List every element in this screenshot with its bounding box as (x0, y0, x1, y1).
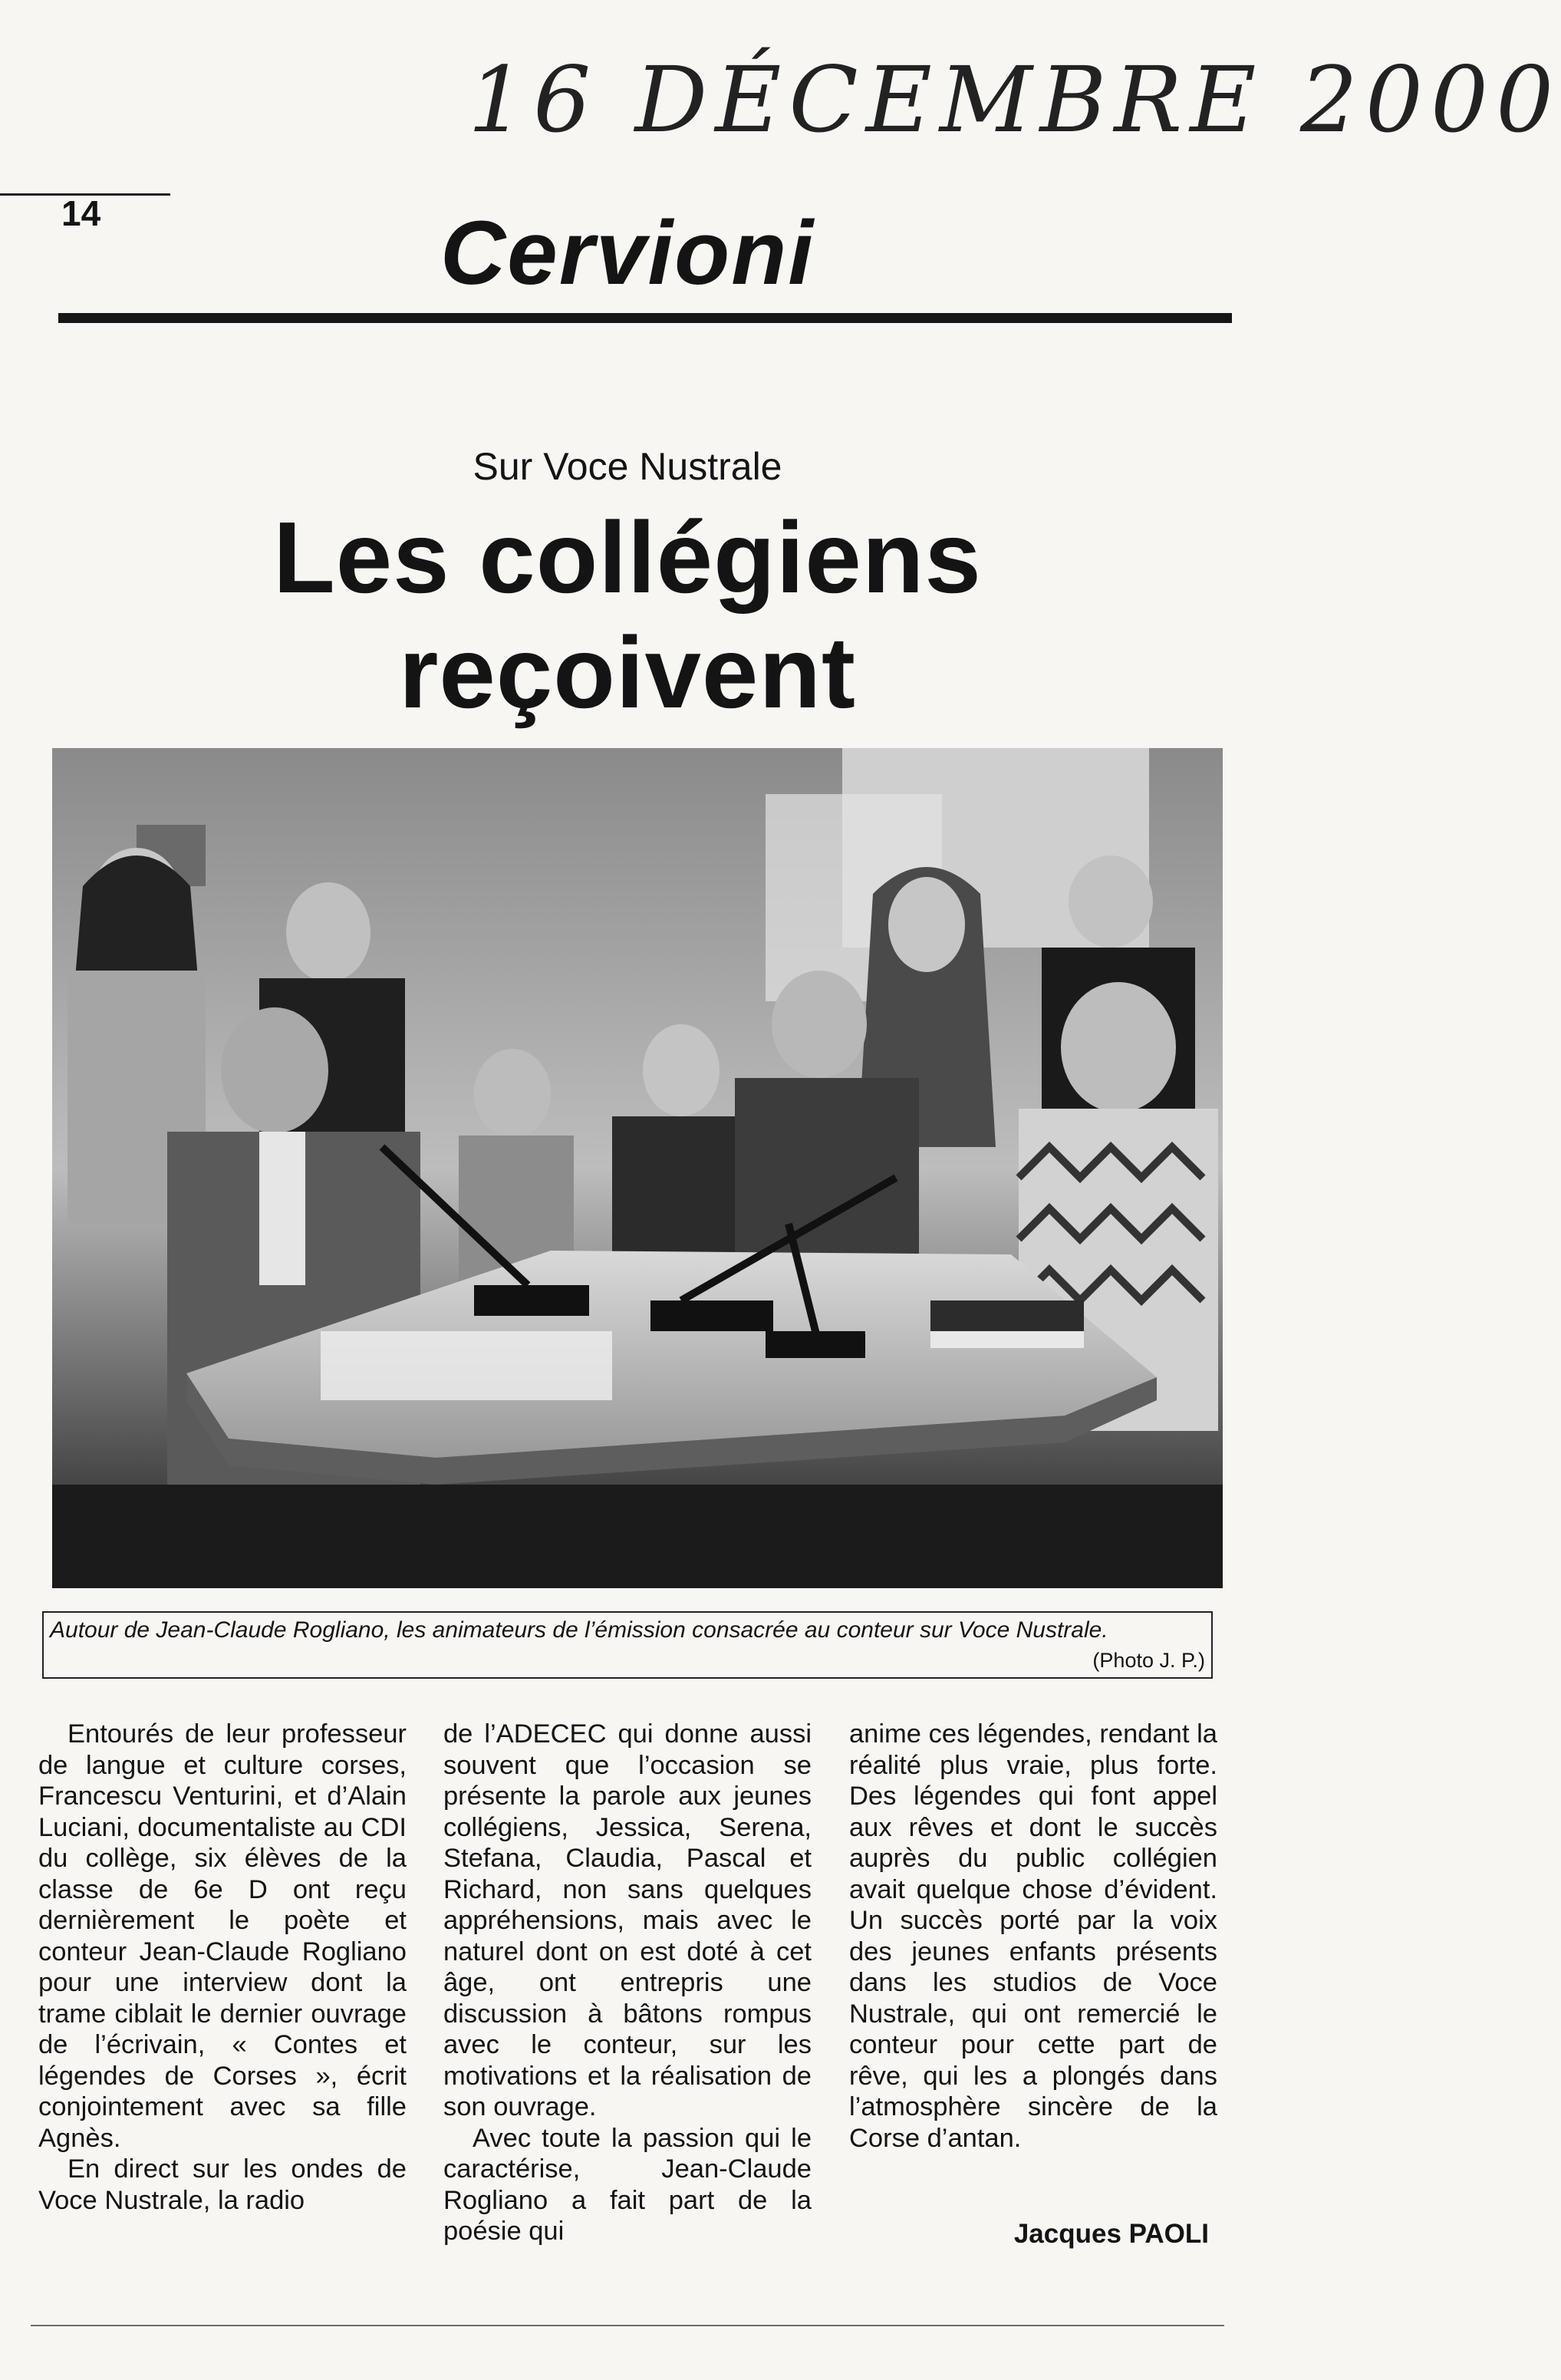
bottom-rule (31, 2325, 1224, 2326)
photo-floor (52, 1485, 1223, 1588)
article-paragraph: Avec toute la passion qui le caractérise, Jean-Claude Rogliano a fait part de la poésie qui (443, 2123, 812, 2246)
section-rule (58, 313, 1232, 323)
article-column-3 (849, 1719, 1217, 2154)
photo-credit: (Photo J. P.) (1092, 1649, 1205, 1672)
article-paragraph: anime ces légendes, rendant la réalité plus vraie, plus forte. Des légendes qui font appel aux rêves et dont le succès auprès du public collégien avait quelque chose d’évident. Un succès porté par la voix des jeunes enfants présents dans les studios de Voce Nustrale, qui ont remercié le conteur pour cette part de rêve, qui les a plongés dans l’atmosphère sincère de la Corse d’antan. (849, 1719, 1217, 2153)
photo-caption: Autour de Jean-Claude Rogliano, les animateurs de l’émission consacrée au conteur sur Voce Nustrale. (50, 1617, 1108, 1643)
byline: Jacques PAOLI (1013, 2219, 1209, 2249)
section-title: Cervioni (440, 203, 815, 304)
news-photo (52, 748, 1223, 1588)
mic-base (474, 1285, 589, 1316)
article-column-2 (443, 1719, 812, 2247)
article-paragraph: Entourés de leur professeur de langue et culture corses, Francescu Venturini, et d’Alain Luciani, documentaliste au CDI du collège, six élèves de la classe de 6e D ont reçu dernièrement le poète et conteur Jean-Claude Rogliano pour une interview dont la trame ciblait le dernier ouvrage de l’écrivain, « Contes et légendes de Corses », écrit conjointement avec sa fille Agnès. (38, 1719, 407, 2153)
photo-caption-box (42, 1611, 1213, 1679)
article-column-1 (38, 1719, 407, 2216)
headline-line-1: Les collégiens reçoivent (273, 501, 982, 729)
handwritten-date: 16 DÉCEMBRE 2000 (468, 47, 1561, 153)
table-papers (321, 1331, 612, 1400)
kicker: Sur Voce Nustrale (473, 445, 782, 488)
page-number: 14 (61, 193, 101, 233)
article-paragraph: En direct sur les ondes de Voce Nustrale, la radio (38, 2154, 407, 2215)
article-paragraph: de l’ADECEC qui donne aussi souvent que l’occasion se présente la parole aux jeunes collégiens, Jessica, Serena, Stefana, Claudia, Pascal et Richard, non sans quelques appréhensions, mais avec le naturel dont on est doté à cet âge, ont entrepris une discussion à bâtons rompus avec le conteur, sur les motivations et la réalisation de son ouvrage. (443, 1719, 812, 2121)
